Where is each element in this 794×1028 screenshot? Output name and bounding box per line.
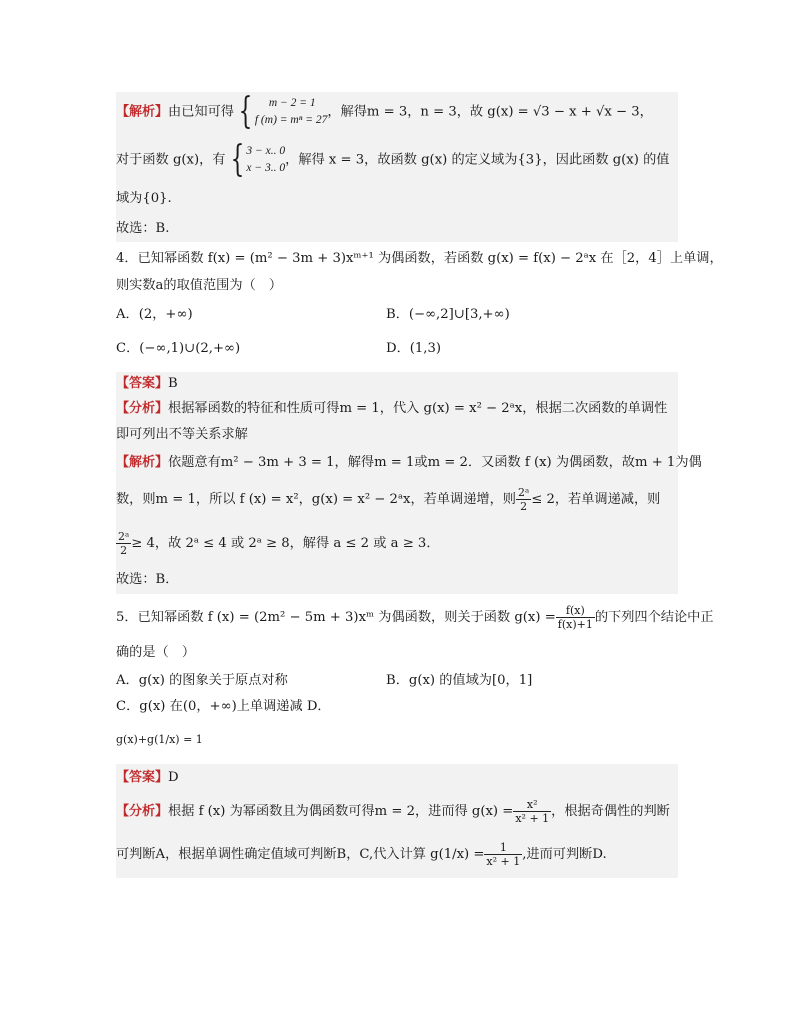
q4-option-d[interactable]: D．(1,3) (386, 341, 442, 356)
q3-analysis-line1 (116, 92, 678, 132)
answer-tag: 【答案】 (116, 770, 169, 785)
q4-answer-value: B (168, 376, 178, 391)
q5-option-d[interactable]: g(x)+g(1/x) = 1 (116, 733, 203, 746)
q5-analysis-text1b: ，根据奇偶性的判断 (551, 804, 670, 819)
system-row: x − 3.. 0 (246, 161, 286, 174)
q5-analysis-text2a: 可判断A，根据单调性确定值域可判断B，C,代入计算 g(1/x) = (116, 847, 485, 862)
q3-analysis-line2 (116, 138, 678, 182)
analysis-tag: 【分析】 (116, 804, 169, 819)
q4-solution-text2b: ≤ 2，若单调递减，则 (531, 492, 661, 507)
analysis-tag: 【分析】 (116, 401, 169, 416)
q5-analysis-text2b: ,进而可判断D. (522, 847, 607, 862)
system-row: 3 − x.. 0 (246, 144, 286, 157)
q4-solution-text2a: 数，则m = 1，所以 f (x) = x²，g(x) = x² − 2ᵃx，若单调递增，则 (116, 492, 516, 507)
q4-option-c[interactable]: C．(−∞,1)∪(2,+∞) (116, 341, 241, 356)
q4-stem-line2: 则实数a的取值范围为（ ） (116, 278, 283, 293)
brace-icon: { (238, 90, 253, 132)
q4-choose: 故选：B． (116, 572, 179, 587)
q4-solution-block (116, 372, 702, 594)
system-row: m − 2 = 1 (268, 96, 316, 109)
q4-solution-line3 (116, 522, 678, 566)
q5-stem-line2: 确的是（ ） (116, 645, 196, 660)
q5-analysis-text1a: 根据 f (x) 为幂函数且为偶函数可得m = 2，进而得 g(x) = (168, 804, 514, 819)
q4-stem-line1: 4．已知幂函数 f(x) = (m² − 3m + 3)xᵐ⁺¹ 为偶函数，若函数 g(x) = f(x) − 2ᵃx 在［2，4］上单调， (116, 251, 723, 266)
q4-options-row2 (116, 332, 678, 366)
q4-solution-text1: 依题意有m² − 3m + 3 = 1，解得m = 1或m = 2．又函数 f (x) 为偶函数，故m + 1为偶 (168, 455, 702, 470)
fraction: $\frac{\text{x²}}{\text{x² + 1}}$ (515, 798, 550, 825)
q4-option-b[interactable]: B．(−∞,2]∪[3,+∞) (386, 307, 510, 322)
inequality-system (226, 138, 286, 182)
q3-line1-suffix: ，解得m = 3，n = 3，故 g(x) = √3 − x + √x − 3， (327, 104, 653, 120)
q3-line1-prefix: 由已知可得 (168, 104, 234, 120)
q4-analysis-line1 (116, 396, 678, 422)
q5-answer-line (116, 764, 678, 792)
system-row: f (m) = mⁿ = 27 (254, 113, 328, 126)
q4-analysis-line2: 即可列出不等关系求解 (116, 427, 248, 442)
q4-options-row1 (116, 298, 678, 332)
q3-analysis-line3: 域为{0}. (116, 191, 172, 206)
brace-icon: { (230, 138, 244, 180)
q4-option-a[interactable]: A．(2，+∞) (116, 307, 193, 322)
equation-system (234, 92, 327, 132)
solution-tag: 【解析】 (116, 104, 169, 120)
answer-tag: 【答案】 (116, 376, 169, 391)
fraction: $\frac{\text{2ᵃ}}{2}$ (118, 530, 130, 557)
q3-analysis-block (116, 92, 678, 242)
q4-answer-line (116, 372, 678, 396)
q5-stem-line1 (116, 598, 714, 638)
q3-line2-prefix: 对于函数 g(x)，有 (116, 152, 226, 168)
q3-choose: 故选：B. (116, 221, 170, 236)
q3-line2-suffix: ，解得 x = 3，故函数 g(x) 的定义域为{3}，因此函数 g(x) 的值 (285, 152, 670, 168)
q4-solution-text3b: ≥ 4，故 2ᵃ ≤ 4 或 2ᵃ ≥ 8，解得 a ≤ 2 或 a ≥ 3． (131, 536, 440, 551)
q5-answer-value: D (168, 770, 179, 785)
fraction: $\frac{f(x)}{f(x)+1}$ (557, 604, 593, 631)
fraction: $\frac{1}{\text{x² + 1}}$ (486, 841, 521, 868)
q5-analysis-line2 (116, 832, 678, 878)
q5-stem-text1a: 5．已知幂函数 f (x) = (2m² − 5m + 3)xᵐ 为偶函数，则关于函数 g(x) = (116, 610, 556, 625)
q5-option-b[interactable]: B．g(x) 的值域为[0，1] (386, 673, 533, 688)
q5-option-a[interactable]: A．g(x) 的图象关于原点对称 (116, 673, 288, 688)
q5-option-c[interactable]: C．g(x) 在(0，+∞)上单调递减 D． (116, 699, 331, 714)
q5-analysis-line1 (116, 792, 678, 832)
q4-solution-line2 (116, 478, 678, 522)
solution-tag: 【解析】 (116, 455, 169, 470)
q5-options-row1 (116, 668, 678, 694)
q5-solution-block (116, 764, 678, 878)
q5-stem-text1b: 的下列四个结论中正 (594, 610, 714, 625)
q4-analysis-text1: 根据幂函数的特征和性质可得m = 1，代入 g(x) = x² − 2ᵃx，根据二次函数的单调性 (168, 401, 668, 416)
q4-solution-line1 (116, 448, 702, 478)
document-page (116, 90, 723, 878)
fraction: $\frac{\text{2ᵃ}}{2}$ (517, 486, 530, 513)
